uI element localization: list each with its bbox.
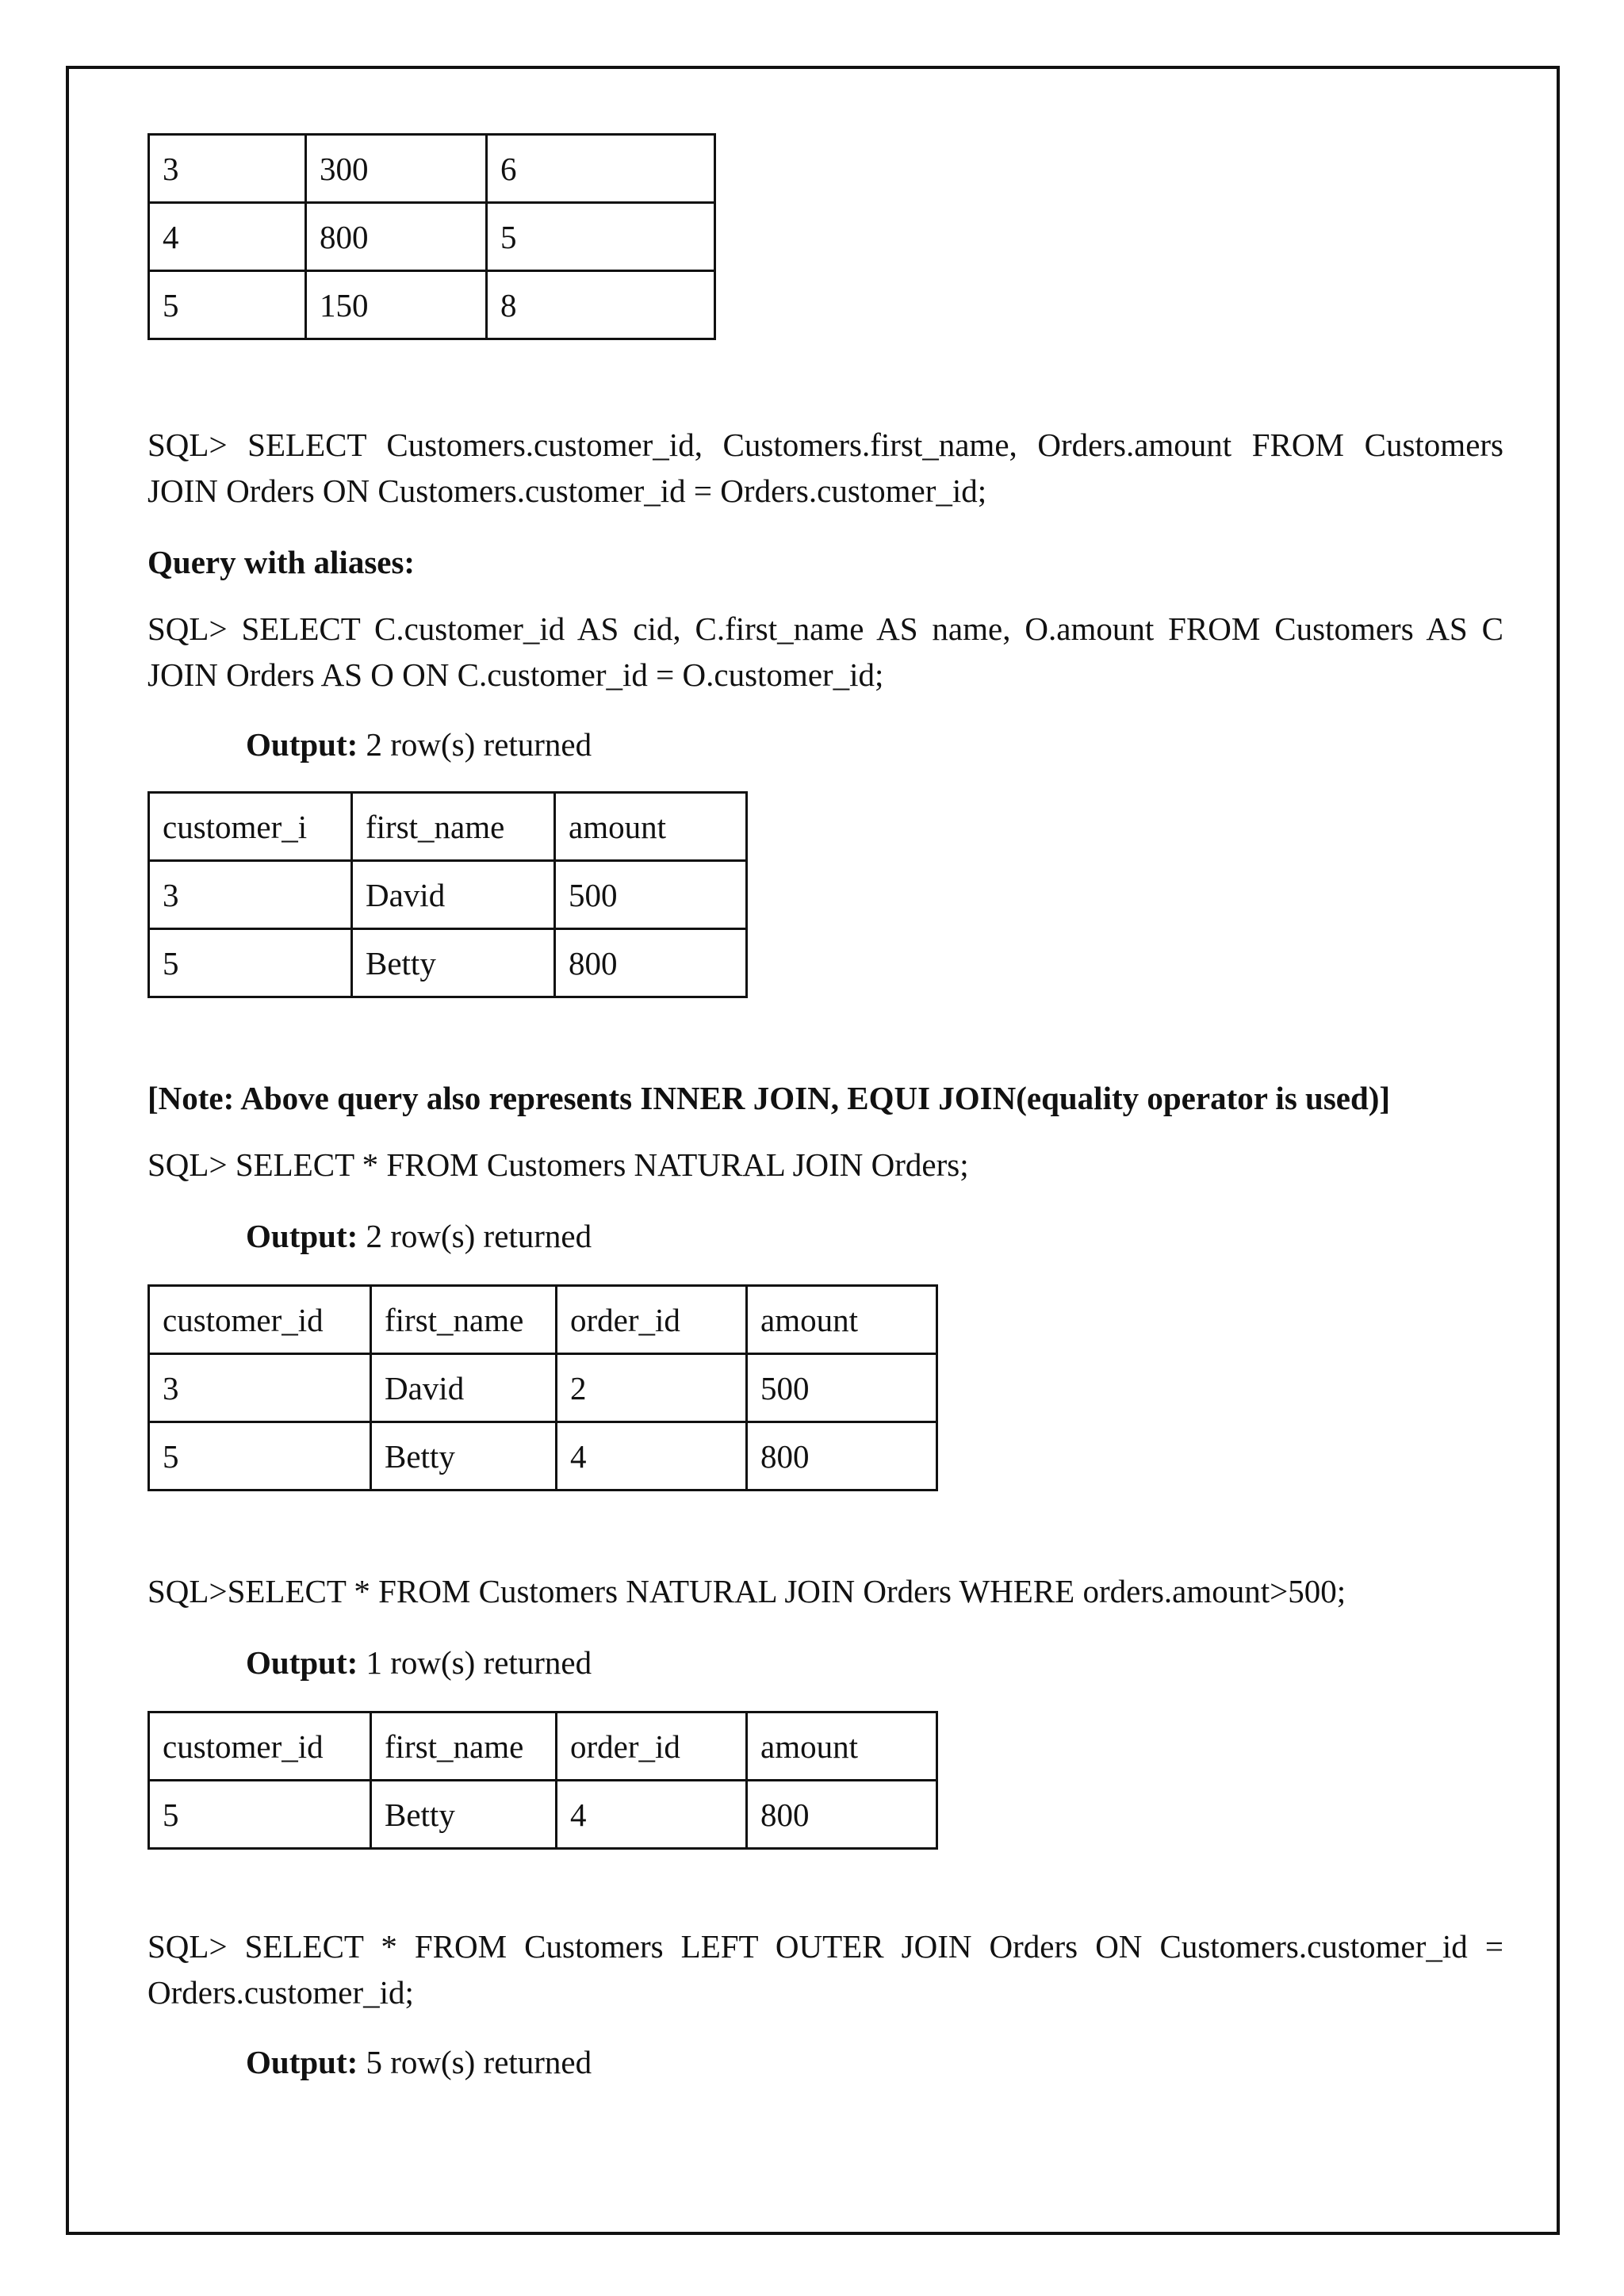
table-row (149, 135, 715, 203)
column-header: order_id (557, 1286, 747, 1354)
column-header: amount (747, 1712, 937, 1781)
output-label: Output: (246, 1644, 358, 1681)
output-count: 2 row(s) returned (358, 726, 592, 763)
table-cell: 4 (557, 1422, 747, 1490)
column-header: amount (555, 793, 747, 861)
sql-query-aliases: SQL> SELECT C.customer_id AS cid, C.first_name AS name, O.amount FROM Customers AS C JOIN Orders AS O ON C.customer_id = O.customer_id; (147, 610, 1503, 693)
table-header-row (149, 1286, 937, 1354)
output-count: 5 row(s) returned (358, 2044, 592, 2080)
output-line (246, 721, 592, 767)
table-cell: Betty (352, 929, 555, 997)
table-cell: 150 (306, 271, 487, 339)
result-table-aliases (147, 791, 748, 998)
column-header: first_name (371, 1712, 557, 1781)
table-cell: 2 (557, 1354, 747, 1422)
table-row (149, 1781, 937, 1849)
table-cell: 6 (487, 135, 715, 203)
column-header: order_id (557, 1712, 747, 1781)
table-cell: David (352, 861, 555, 929)
table-cell: 800 (306, 203, 487, 271)
output-label: Output: (246, 726, 358, 763)
table-cell: 4 (149, 203, 306, 271)
column-header: first_name (352, 793, 555, 861)
column-header: customer_i (149, 793, 352, 861)
table-cell: 3 (149, 861, 352, 929)
table-cell: 5 (149, 1781, 371, 1849)
table-cell: 5 (149, 929, 352, 997)
output-count: 1 row(s) returned (358, 1644, 592, 1681)
table-cell: 3 (149, 1354, 371, 1422)
column-header: customer_id (149, 1712, 371, 1781)
table-cell: Betty (371, 1422, 557, 1490)
table-header-row (149, 793, 747, 861)
table-cell: David (371, 1354, 557, 1422)
table-cell: 300 (306, 135, 487, 203)
output-count: 2 row(s) returned (358, 1218, 592, 1254)
column-header: customer_id (149, 1286, 371, 1354)
output-line (246, 1640, 592, 1686)
table-cell: 5 (149, 1422, 371, 1490)
sql-query-join: SQL> SELECT Customers.customer_id, Customers.first_name, Orders.amount FROM Customers JOIN Orders ON Customers.customer_id = Orders.customer_id; (147, 427, 1503, 509)
table-cell: Betty (371, 1781, 557, 1849)
table-row (149, 203, 715, 271)
table-row (149, 861, 747, 929)
table-cell: 3 (149, 135, 306, 203)
output-line (246, 2039, 592, 2085)
note-text: [Note: Above query also represents INNER JOIN, EQUI JOIN(equality operator is used)] (147, 1080, 1391, 1116)
aliases-heading: Query with aliases: (147, 544, 416, 580)
table-row (149, 929, 747, 997)
sql-query-natural-join-where: SQL>SELECT * FROM Customers NATURAL JOIN Orders WHERE orders.amount>500; (147, 1573, 1346, 1609)
column-header: amount (747, 1286, 937, 1354)
table-cell: 5 (149, 271, 306, 339)
table-header-row (149, 1712, 937, 1781)
table-cell: 4 (557, 1781, 747, 1849)
table-cell: 8 (487, 271, 715, 339)
table-cell: 5 (487, 203, 715, 271)
sql-query-natural-join: SQL> SELECT * FROM Customers NATURAL JOIN Orders; (147, 1146, 969, 1183)
output-label: Output: (246, 2044, 358, 2080)
table-cell: 500 (555, 861, 747, 929)
result-table-natural-join-where (147, 1711, 938, 1850)
orders-table-continued (147, 133, 716, 340)
table-row (149, 1354, 937, 1422)
sql-query-left-outer-join: SQL> SELECT * FROM Customers LEFT OUTER JOIN Orders ON Customers.customer_id = Orders.customer_id; (147, 1928, 1503, 2011)
result-table-natural-join (147, 1284, 938, 1491)
table-cell: 500 (747, 1354, 937, 1422)
table-row (149, 1422, 937, 1490)
output-label: Output: (246, 1218, 358, 1254)
table-cell: 800 (747, 1781, 937, 1849)
table-row (149, 271, 715, 339)
output-line (246, 1213, 592, 1259)
column-header: first_name (371, 1286, 557, 1354)
table-cell: 800 (555, 929, 747, 997)
table-cell: 800 (747, 1422, 937, 1490)
